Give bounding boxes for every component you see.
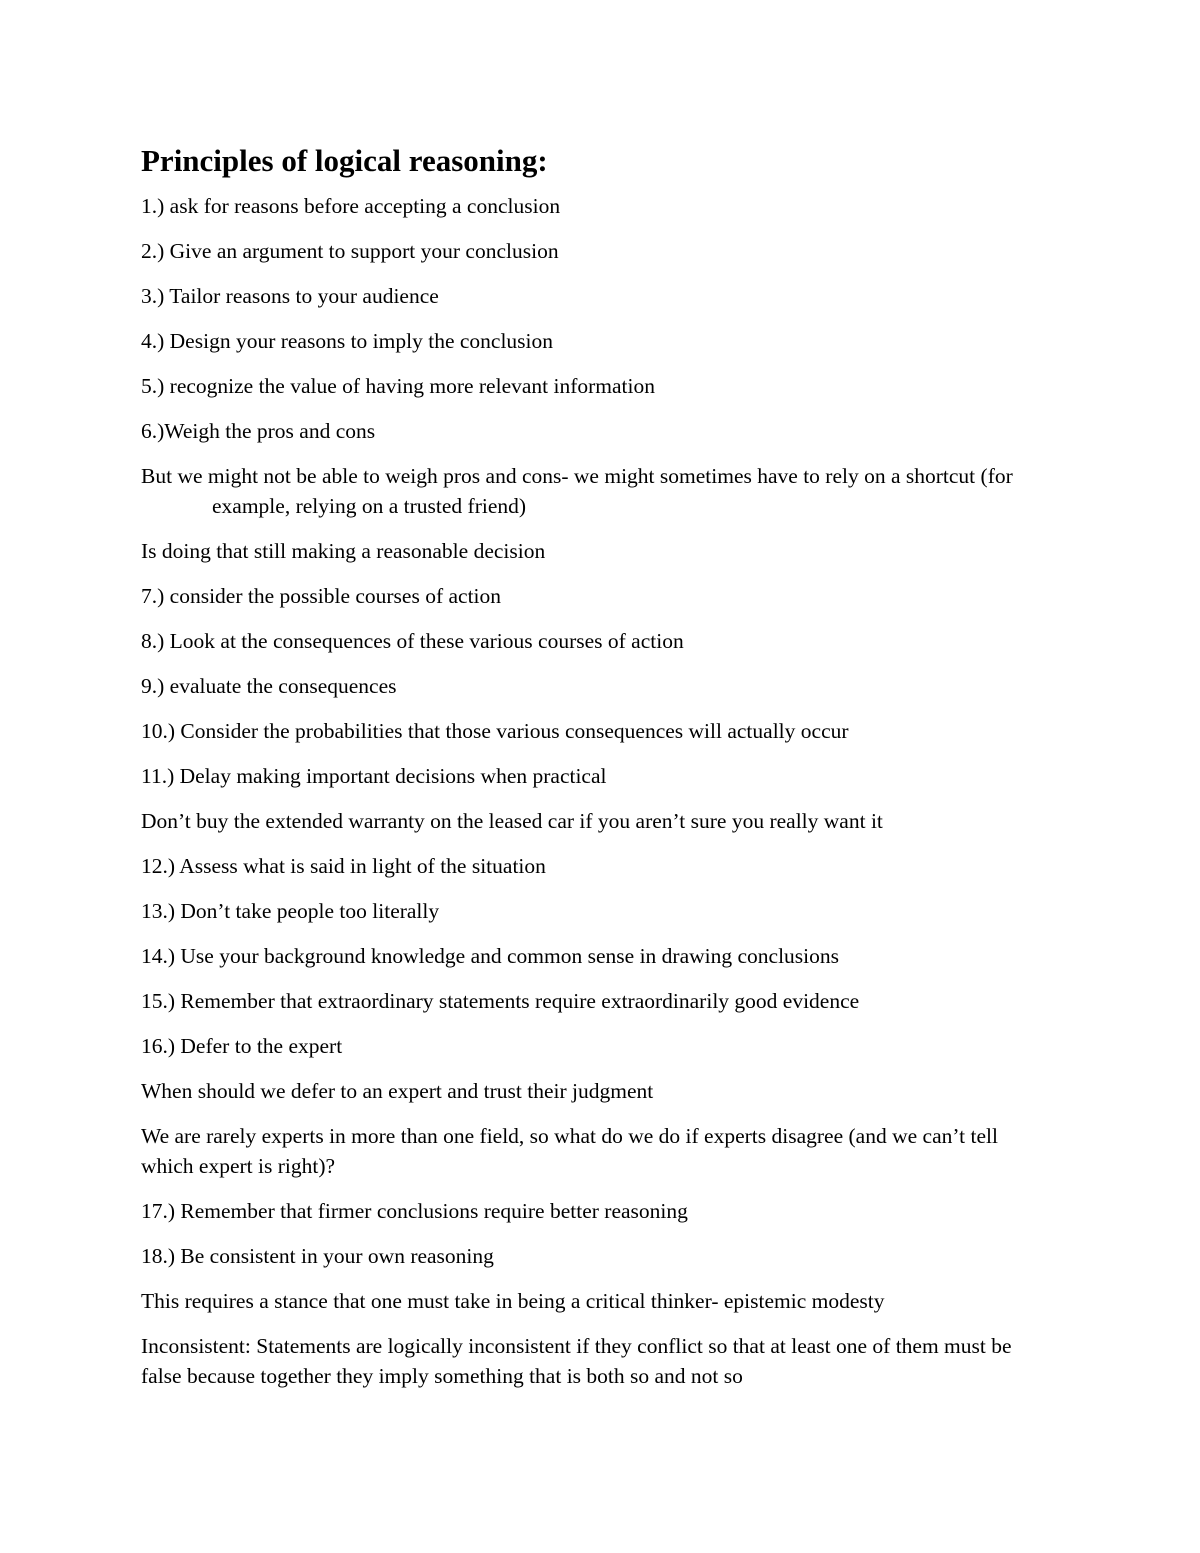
principle-9: 9.) evaluate the consequences: [141, 674, 397, 698]
principle-13: 13.) Don’t take people too literally: [141, 899, 440, 923]
note-inconsistent-definition: Inconsistent: Statements are logically inconsistent if they conflict so that at least one of them must be false because together they imply something that is both so and not so: [141, 1334, 1012, 1388]
note-pros-cons: But we might not be able to weigh pros and cons- we might sometimes have to rely on a shortcut (for example, relying on a trusted friend): [141, 464, 1013, 518]
page-title: Principles of logical reasoning:: [141, 143, 548, 178]
principle-18: 18.) Be consistent in your own reasoning: [141, 1244, 494, 1268]
principle-16: 16.) Defer to the expert: [141, 1034, 343, 1058]
note-warranty: Don’t buy the extended warranty on the leased car if you aren’t sure you really want it: [141, 809, 883, 833]
principle-15: 15.) Remember that extraordinary statements require extraordinarily good evidence: [141, 989, 860, 1013]
principle-4: 4.) Design your reasons to imply the conclusion: [141, 329, 554, 353]
principle-2: 2.) Give an argument to support your conclusion: [141, 239, 559, 263]
document-body: [141, 142, 1056, 1406]
principle-14: 14.) Use your background knowledge and common sense in drawing conclusions: [141, 944, 840, 968]
note-defer-expert: When should we defer to an expert and trust their judgment: [141, 1079, 654, 1103]
note-epistemic-modesty: This requires a stance that one must take in being a critical thinker- epistemic modesty: [141, 1289, 885, 1313]
note-experts-disagree: We are rarely experts in more than one field, so what do we do if experts disagree (and we can’t tell which expert is right)?: [141, 1124, 998, 1178]
principle-10: 10.) Consider the probabilities that those various consequences will actually occur: [141, 719, 849, 743]
principle-1: 1.) ask for reasons before accepting a conclusion: [141, 194, 561, 218]
principle-17: 17.) Remember that firmer conclusions require better reasoning: [141, 1199, 688, 1223]
principle-3: 3.) Tailor reasons to your audience: [141, 284, 439, 308]
principle-12: 12.) Assess what is said in light of the situation: [141, 854, 546, 878]
principle-11: 11.) Delay making important decisions when practical: [141, 764, 607, 788]
principle-5: 5.) recognize the value of having more relevant information: [141, 374, 656, 398]
principle-8: 8.) Look at the consequences of these various courses of action: [141, 629, 684, 653]
principle-7: 7.) consider the possible courses of action: [141, 584, 502, 608]
note-reasonable-decision: Is doing that still making a reasonable decision: [141, 539, 546, 563]
principle-6: 6.)Weigh the pros and cons: [141, 419, 376, 443]
